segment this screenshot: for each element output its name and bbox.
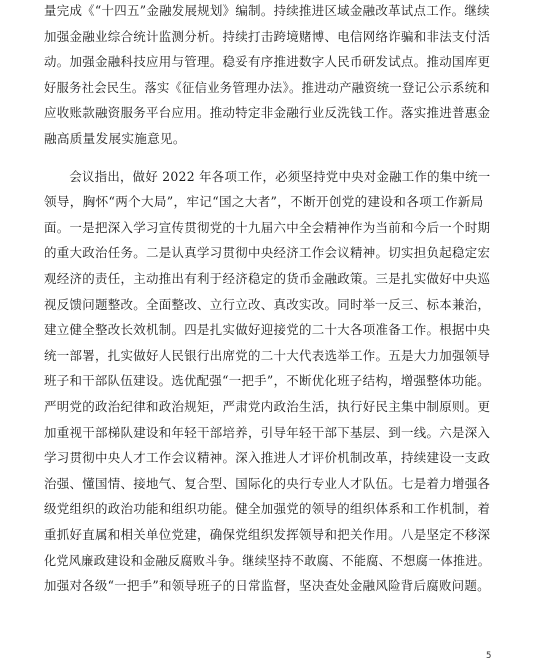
text-line: 观经济的责任，主动推出有利于经济稳定的货币金融政策。三是扎实做好中央巡 <box>44 271 491 286</box>
text-line: 班子和干部队伍建设。选优配强“一把手”，不断优化班子结构，增强整体功能。 <box>44 373 490 389</box>
text-line: 级党组织的政治功能和组织功能。健全加强党的领导的组织体系和工作机制，着 <box>44 501 491 517</box>
text-line: 量完成《“十四五”金融发展规划》编制。持续推进区域金融改革试点工作。继续 <box>44 3 490 18</box>
text-line: 治强、懂国情、接地气、复合型、国际化的央行专业人才队伍。七是着力增强各 <box>44 475 491 491</box>
text-line: 应收账款融资服务平台应用。推动特定非金融行业反洗钱工作。落实推进普惠金 <box>44 105 491 121</box>
text-line: 的重大政治任务。二是认真学习贯彻中央经济工作会议精神。切实担负起稳定宏 <box>44 245 491 261</box>
text-line: 加重视干部梯队建设和年轻干部培养，引导年轻干部下基层、到一线。六是深入 <box>44 424 491 440</box>
text-line: 视反馈问题整改。全面整改、立行立改、真改实改。同时举一反三、标本兼治， <box>44 296 491 312</box>
text-line: 化党风廉政建设和金融反腐败斗争。继续坚持不敢腐、不能腐、不想腐一体推进。 <box>44 552 491 568</box>
text-line: 融高质量发展实施意见。 <box>44 131 186 146</box>
text-line: 统一部署，扎实做好人民银行出席党的二十大代表选举工作。五是大力加强领导 <box>44 347 491 363</box>
text-line: 加强对各级“一把手”和领导班子的日常监督，坚决查处金融风险背后腐败问题。 <box>44 578 490 594</box>
text-line: 动。加强金融科技应用与管理。稳妥有序推进数字人民币研发试点。推动国库更 <box>44 54 491 70</box>
text-line: 重抓好直属和相关单位党建，确保党组织发挥领导和把关作用。八是坚定不移深 <box>44 527 491 542</box>
text-line: 加强金融业综合统计监测分析。持续打击跨境赌博、电信网络诈骗和非法支付活 <box>44 28 491 44</box>
text-line: 面。一是把深入学习宣传贯彻党的十九届六中全会精神作为当前和今后一个时期 <box>44 219 491 235</box>
text-line: 严明党的政治纪律和政治规矩，严肃党内政治生活，执行好民主集中制原则。更 <box>44 399 491 414</box>
text-line: 学习贯彻中央人才工作会议精神。深入推进人才评价机制改革，持续建设一支政 <box>44 450 491 466</box>
text-line: 好服务社会民生。落实《征信业务管理办法》。推进动产融资统一登记公示系统和 <box>44 79 490 95</box>
page-number: 5 <box>486 651 492 661</box>
text-line: 建立健全整改长效机制。四是扎实做好迎接党的二十大各项准备工作。根据中央 <box>44 322 491 338</box>
text-line: 领导，胸怀“两个大局”，牢记“国之大者”，不断开创党的建设和各项工作新局 <box>44 194 484 210</box>
text-line: 会议指出，做好 2022 年各项工作，必须坚持党中央对金融工作的集中统一 <box>44 168 491 184</box>
